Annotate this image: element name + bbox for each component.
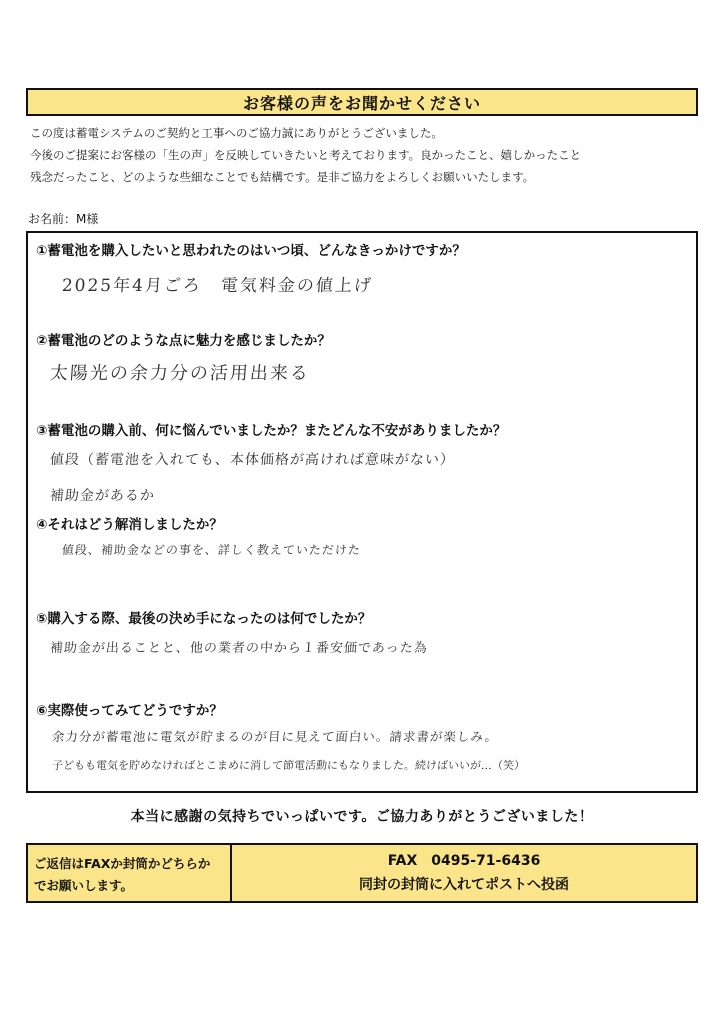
- answer-1: 2025年4月ごろ 電気料金の値上げ: [61, 276, 374, 296]
- intro-text: [30, 122, 694, 188]
- form-title: お客様の声をお聞かせください: [26, 88, 698, 116]
- name-label: お名前：: [28, 212, 77, 226]
- name-value: M様: [76, 212, 99, 226]
- question-1: ①蓄電池を購入したいと思われたのはいつ頃、どんなきっかけですか？: [36, 243, 466, 259]
- answer-3-line-1: 値段（蓄電池を入れても、本体価格が高ければ意味がない）: [49, 452, 456, 468]
- answer-6-line-1: 余力分が蓄電池に電気が貯まるのが目に見えて面白い。請求書が楽しみ。: [51, 729, 499, 744]
- question-5: ⑤購入する際、最後の決め手になったのは何でしたか？: [36, 611, 372, 627]
- reply-note-line: でお願いします。: [34, 878, 134, 893]
- reply-details: [232, 845, 696, 901]
- questionnaire-box: [26, 231, 698, 793]
- answer-5: 補助金が出ることと、他の業者の中から１番安価であった為: [49, 641, 429, 656]
- customer-name: [28, 210, 98, 227]
- reply-note-line: ご返信はFAXか封筒かどちらか: [34, 856, 211, 871]
- reply-method-note: [28, 845, 232, 901]
- answer-3-line-2: 補助金があるか: [49, 488, 156, 504]
- intro-line: この度は蓄電システムのご契約と工事へのご協力誠にありがとうございました。: [30, 126, 443, 140]
- intro-line: 今後のご提案にお客様の「生の声」を反映していきたいと考えております。良かったこと、嬉しかったこと: [30, 148, 582, 162]
- thanks-message: 本当に感謝の気持ちでいっぱいです。ご協力ありがとうございました！: [130, 809, 594, 825]
- envelope-instruction: 同封の封筒に入れてポストへ投函: [359, 877, 569, 893]
- fax-number: FAX 0495-71-6436: [387, 853, 541, 869]
- answer-4: 値段、補助金などの事を、詳しく教えていただけた: [61, 543, 362, 557]
- question-3: ③蓄電池の購入前、何に悩んでいましたか？またどんな不安がありましたか？: [36, 423, 507, 439]
- question-4: ④それはどう解消しましたか？: [36, 517, 223, 533]
- question-2: ②蓄電池のどのような点に魅力を感じましたか？: [36, 333, 331, 349]
- answer-6-line-2: 子どもも電気を貯めなければとこまめに消して節電活動にもなりました。続けばいいが…（笑）: [51, 759, 526, 772]
- reply-instructions: [26, 843, 698, 903]
- answer-2: 太陽光の余力分の活用出来る: [49, 363, 311, 384]
- question-6: ⑥実際使ってみてどうですか？: [36, 703, 223, 719]
- intro-line: 残念だったこと、どのような些細なことでも結構です。是非ご協力をよろしくお願いいたします。: [30, 170, 535, 184]
